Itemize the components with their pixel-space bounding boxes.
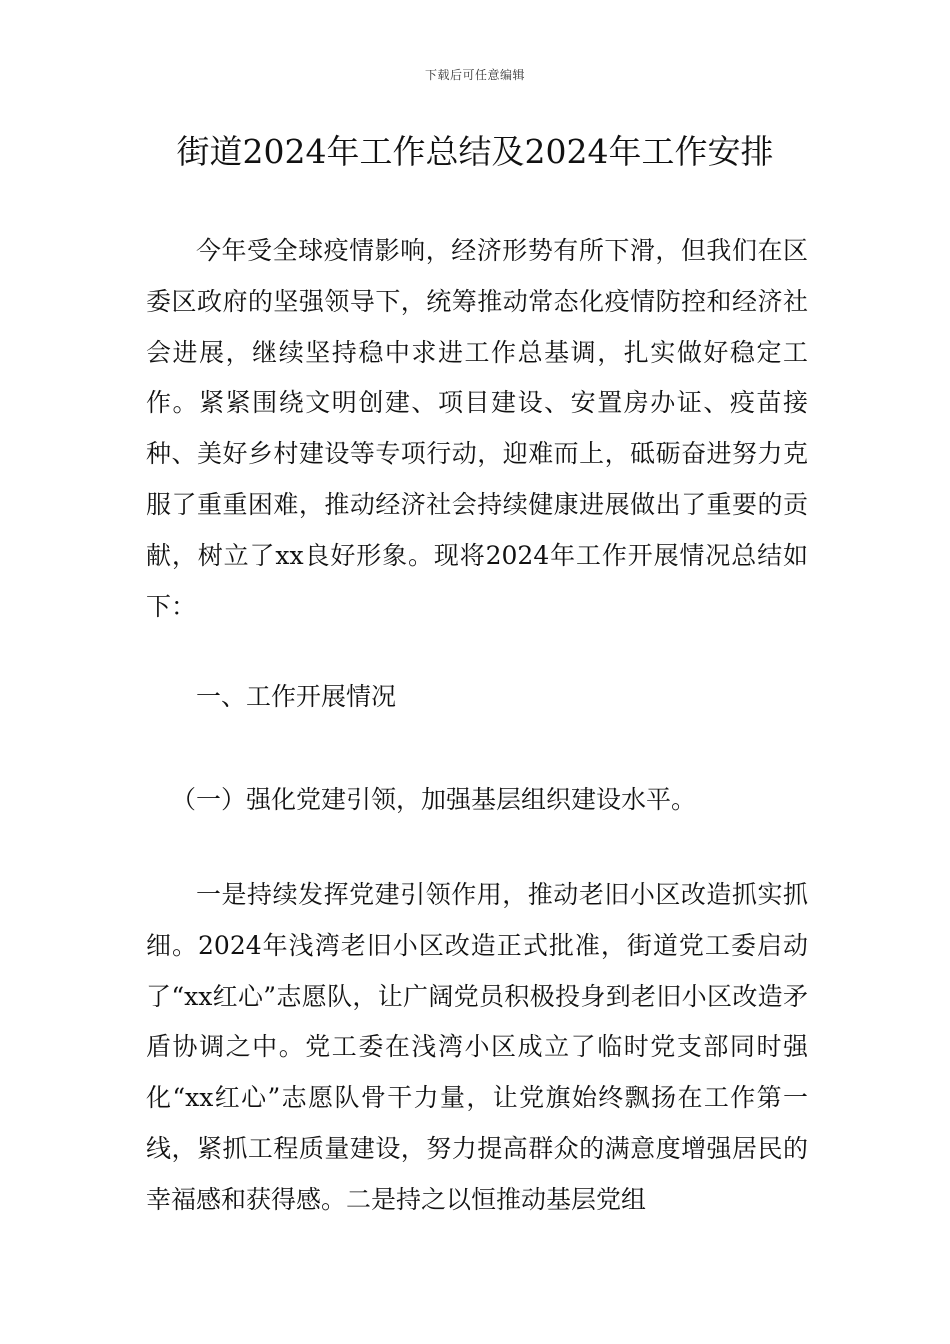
document-title: 街道2024年工作总结及2024年工作安排 bbox=[176, 132, 774, 171]
header-note: 下载后可任意编辑 bbox=[424, 68, 525, 82]
body-paragraph: 一是持续发挥党建引领作用，推动老旧小区改造抓实抓细。2024年浅湾老旧小区改造正式批准，街道党工委启动了“xx红心”志愿队，让广阔党员积极投身到老旧小区改造矛盾协调之中。党工委在浅湾小区成立了临时党支部同时强化“xx红心”志愿队骨干力量，让党旗始终飘扬在工作第一线，紧抓工程质量建设，努力提高群众的满意度增强居民的幸福感和获得感。二是持之以恒推动基层党组 bbox=[146, 880, 808, 1214]
section-heading: 一、工作开展情况 bbox=[196, 682, 397, 711]
intro-paragraph: 今年受全球疫情影响，经济形势有所下滑，但我们在区委区政府的坚强领导下，统筹推动常态化疫情防控和经济社会进展，继续坚持稳中求进工作总基调，扎实做好稳定工作。紧紧围绕文明创建、项目建设、安置房办证、疫苗接种、美好乡村建设等专项行动，迎难而上，砥砺奋进努力克服了重重困难，推动经济社会持续健康进展做出了重要的贡献，树立了xx良好形象。现将2024年工作开展情况总结如下： bbox=[146, 236, 808, 621]
subsection-heading: （一）强化党建引领，加强基层组织建设水平。 bbox=[171, 785, 697, 814]
